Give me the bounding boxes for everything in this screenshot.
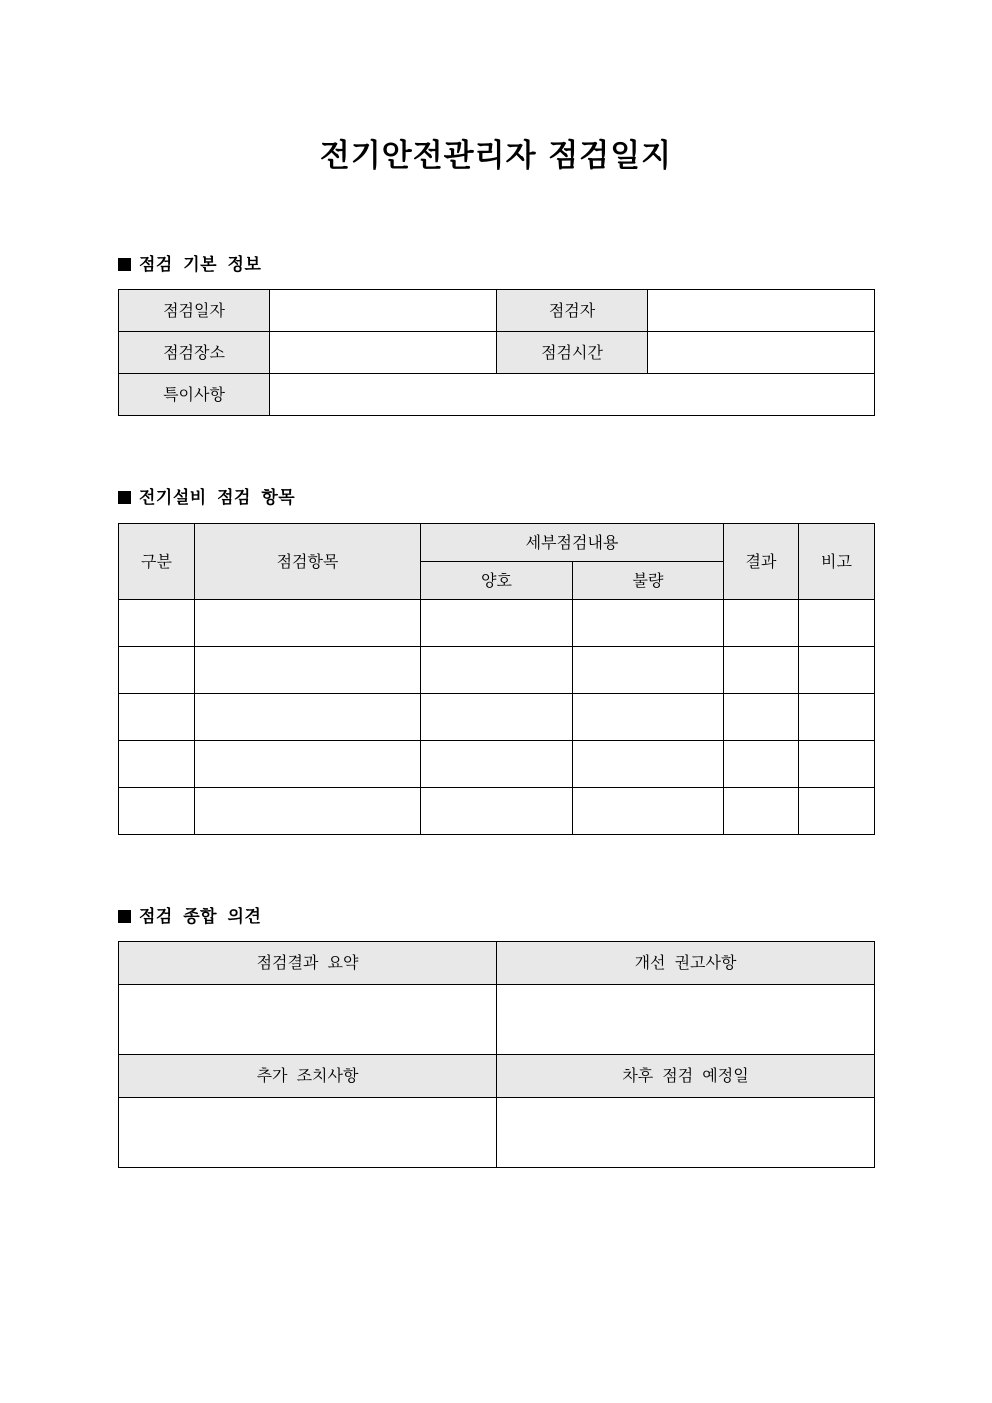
header-category: 구분 (119, 524, 195, 600)
item-cell[interactable] (195, 600, 421, 647)
inspection-date-field[interactable] (270, 290, 497, 332)
result-cell[interactable] (724, 647, 799, 694)
inspector-field[interactable] (648, 290, 875, 332)
improvement-recommendation-field[interactable] (497, 985, 875, 1055)
equipment-check-table (118, 523, 875, 835)
section-title-opinion (118, 905, 261, 929)
good-cell[interactable] (421, 600, 573, 647)
item-cell[interactable] (195, 788, 421, 835)
section-title-text: 점검 종합 의견 (139, 907, 262, 927)
header-inspection-item: 점검항목 (195, 524, 421, 600)
label-inspection-location: 점검장소 (119, 332, 270, 374)
table-header-row (119, 524, 875, 562)
inspection-location-field[interactable] (270, 332, 497, 374)
category-cell[interactable] (119, 694, 195, 741)
remarks-field[interactable] (270, 374, 875, 416)
square-bullet-icon (118, 910, 131, 923)
bad-cell[interactable] (573, 694, 724, 741)
square-bullet-icon (118, 491, 131, 504)
header-result-summary: 점검결과 요약 (119, 942, 497, 985)
item-cell[interactable] (195, 741, 421, 788)
item-cell[interactable] (195, 647, 421, 694)
good-cell[interactable] (421, 741, 573, 788)
good-cell[interactable] (421, 694, 573, 741)
table-header-row (119, 942, 875, 985)
header-note: 비고 (799, 524, 875, 600)
good-cell[interactable] (421, 788, 573, 835)
header-additional-action: 추가 조치사항 (119, 1055, 497, 1098)
section-title-basic-info (118, 253, 261, 277)
section-title-equipment-check (118, 486, 295, 510)
next-inspection-date-field[interactable] (497, 1098, 875, 1168)
result-cell[interactable] (724, 600, 799, 647)
result-summary-field[interactable] (119, 985, 497, 1055)
category-cell[interactable] (119, 788, 195, 835)
header-bad: 불량 (573, 562, 724, 600)
result-cell[interactable] (724, 741, 799, 788)
result-cell[interactable] (724, 694, 799, 741)
bad-cell[interactable] (573, 741, 724, 788)
note-cell[interactable] (799, 694, 875, 741)
header-good: 양호 (421, 562, 573, 600)
header-next-inspection-date: 차후 점검 예정일 (497, 1055, 875, 1098)
bad-cell[interactable] (573, 788, 724, 835)
document-title: 전기안전관리자 점검일지 (319, 138, 673, 174)
bad-cell[interactable] (573, 647, 724, 694)
bad-cell[interactable] (573, 600, 724, 647)
label-inspector: 점검자 (497, 290, 648, 332)
header-result: 결과 (724, 524, 799, 600)
table-row (119, 985, 875, 1055)
label-inspection-time: 점검시간 (497, 332, 648, 374)
category-cell[interactable] (119, 741, 195, 788)
additional-action-field[interactable] (119, 1098, 497, 1168)
header-improvement-recommendation: 개선 권고사항 (497, 942, 875, 985)
note-cell[interactable] (799, 647, 875, 694)
header-detail-inspection: 세부점검내용 (421, 524, 724, 562)
section-title-text: 전기설비 점검 항목 (139, 488, 296, 508)
note-cell[interactable] (799, 600, 875, 647)
category-cell[interactable] (119, 600, 195, 647)
square-bullet-icon (118, 258, 131, 271)
table-row (119, 788, 875, 835)
table-row (119, 694, 875, 741)
table-row (119, 374, 875, 416)
section-title-text: 점검 기본 정보 (139, 255, 262, 275)
opinion-table (118, 941, 875, 1168)
category-cell[interactable] (119, 647, 195, 694)
label-inspection-date: 점검일자 (119, 290, 270, 332)
table-row (119, 290, 875, 332)
table-row (119, 600, 875, 647)
table-row (119, 1098, 875, 1168)
table-header-row (119, 1055, 875, 1098)
inspection-time-field[interactable] (648, 332, 875, 374)
result-cell[interactable] (724, 788, 799, 835)
item-cell[interactable] (195, 694, 421, 741)
note-cell[interactable] (799, 741, 875, 788)
table-row (119, 741, 875, 788)
label-remarks: 특이사항 (119, 374, 270, 416)
good-cell[interactable] (421, 647, 573, 694)
note-cell[interactable] (799, 788, 875, 835)
table-row (119, 647, 875, 694)
basic-info-table (118, 289, 875, 416)
table-row (119, 332, 875, 374)
